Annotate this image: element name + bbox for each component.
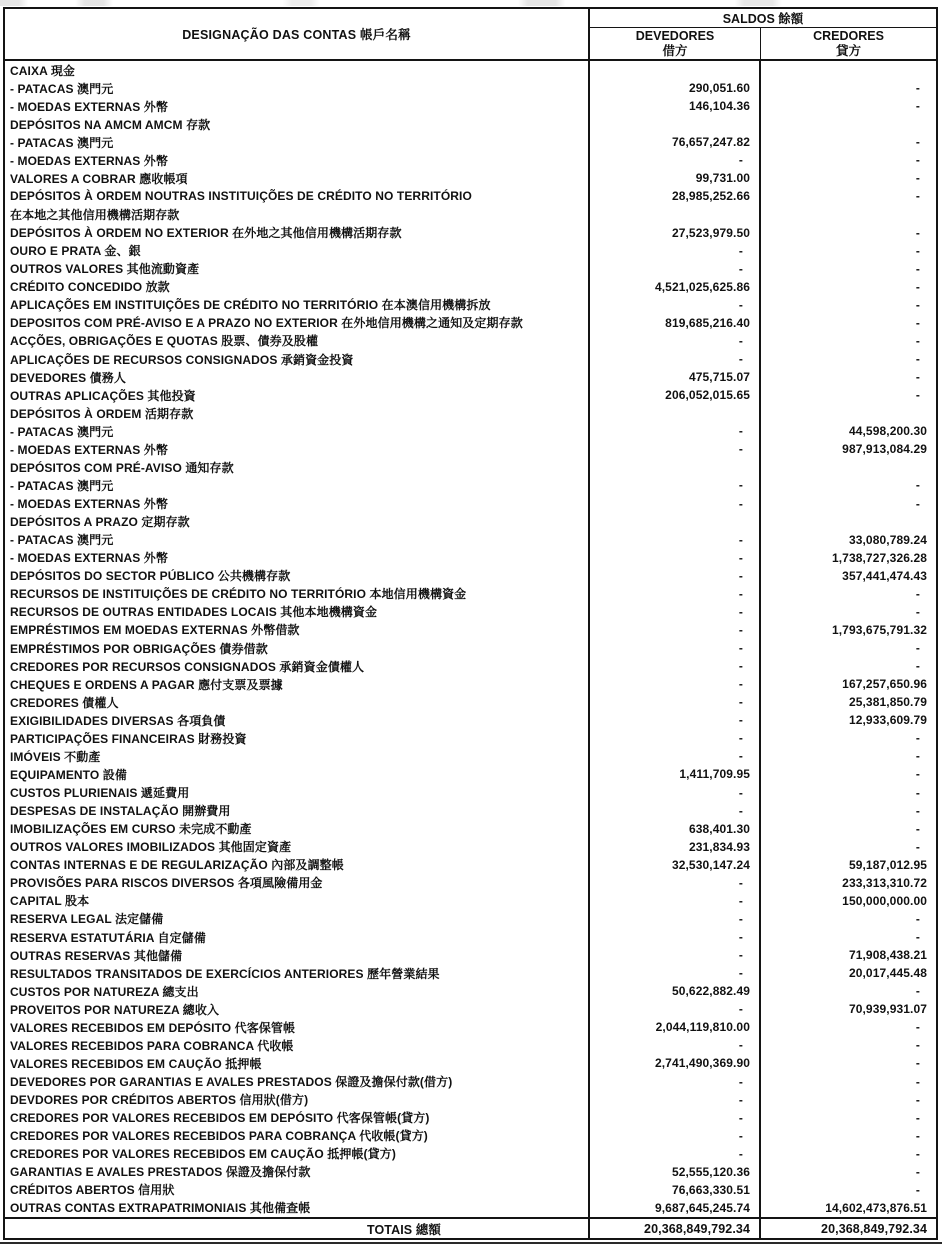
credores-value: -	[915, 1092, 920, 1107]
credores-value: 25,381,850.79	[848, 695, 927, 710]
table-row	[5, 838, 936, 856]
account-label: DEVEDORES POR GARANTIAS E AVALES PRESTADOS 保證及擔保付款(借方)	[5, 1073, 590, 1091]
account-label: OUTRAS APLICAÇÕES 其他投資	[5, 386, 590, 404]
devedores-value: 638,401.30	[590, 820, 761, 838]
credores-value: -	[915, 930, 920, 945]
credores-value: -	[915, 333, 920, 348]
credores-value: -	[915, 641, 920, 656]
credores-value: -	[915, 243, 920, 258]
account-label: OUTROS VALORES IMOBILIZADOS 其他固定資產	[5, 838, 590, 856]
table-row	[5, 1109, 936, 1127]
credores-value: 150,000,000.00	[842, 893, 927, 908]
account-label: IMOBILIZAÇÕES EM CURSO 未完成不動產	[5, 820, 590, 838]
col-header-credores-zh: 貸方	[835, 43, 861, 58]
devedores-value: 1,411,709.95	[590, 765, 761, 783]
credores-value: -	[915, 478, 920, 493]
credores-value: -	[915, 803, 920, 818]
devedores-value: -	[590, 151, 761, 169]
credores-value: -	[915, 1110, 920, 1125]
devedores-value: -	[590, 440, 761, 458]
devedores-value: 76,657,247.82	[590, 133, 761, 151]
devedores-value: -	[590, 802, 761, 820]
account-label: RESERVA LEGAL 法定儲備	[5, 910, 590, 928]
table-row	[5, 729, 936, 747]
credores-value: -	[915, 839, 920, 854]
account-label: - MOEDAS EXTERNAS 外幣	[5, 97, 590, 115]
devedores-value: -	[590, 1000, 761, 1018]
account-label: OUTROS VALORES 其他流動資產	[5, 260, 590, 278]
credores-value: -	[915, 659, 920, 674]
credores-value: -	[915, 1038, 920, 1053]
account-label: DEPÓSITOS À ORDEM NO EXTERIOR 在外地之其他信用機構活期存款	[5, 224, 590, 242]
account-label: OURO E PRATA 金、銀	[5, 242, 590, 260]
devedores-value	[590, 115, 761, 133]
credores-value: -	[915, 153, 920, 168]
scan-noise-artifact	[0, 0, 942, 6]
table-row	[5, 1091, 936, 1109]
account-label: PROVISÕES PARA RISCOS DIVERSOS 各項風險備用金	[5, 874, 590, 892]
devedores-value	[590, 206, 761, 224]
account-label: PROVEITOS POR NATUREZA 總收入	[5, 1000, 590, 1018]
header-subcolumns	[590, 28, 936, 59]
credores-value: -	[915, 1128, 920, 1143]
account-label: DEPÓSITOS COM PRÉ-AVISO 通知存款	[5, 458, 590, 476]
credores-value: -	[915, 785, 920, 800]
table-row	[5, 982, 936, 1000]
credores-value: 1,793,675,791.32	[831, 622, 927, 637]
credores-value: -	[915, 189, 920, 204]
devedores-value: -	[590, 1091, 761, 1109]
devedores-value: -	[590, 693, 761, 711]
account-label: - PATACAS 澳門元	[5, 422, 590, 440]
account-label: - PATACAS 澳門元	[5, 476, 590, 494]
account-label: DEVDORES POR CRÉDITOS ABERTOS 信用狀(借方)	[5, 1091, 590, 1109]
devedores-value: 2,044,119,810.00	[590, 1018, 761, 1036]
devedores-value: -	[590, 260, 761, 278]
devedores-value: -	[590, 242, 761, 260]
devedores-value: -	[590, 639, 761, 657]
table-row	[5, 332, 936, 350]
table-row	[5, 657, 936, 675]
devedores-value: -	[590, 476, 761, 494]
account-label: DEPÓSITOS À ORDEM NOUTRAS INSTITUIÇÕES DE CRÉDITO NO TERRITÓRIO	[5, 187, 590, 205]
table-row	[5, 97, 936, 115]
table-row	[5, 422, 936, 440]
table-row	[5, 675, 936, 693]
credores-value: -	[915, 1074, 920, 1089]
devedores-value: -	[590, 350, 761, 368]
table-row	[5, 892, 936, 910]
account-label: DEPÓSITOS DO SECTOR PÚBLICO 公共機構存款	[5, 567, 590, 585]
devedores-value: 4,521,025,625.86	[590, 278, 761, 296]
account-label: - PATACAS 澳門元	[5, 133, 590, 151]
credores-value: -	[915, 821, 920, 836]
account-label: RECURSOS DE OUTRAS ENTIDADES LOCAIS 其他本地機構資金	[5, 603, 590, 621]
devedores-value: -	[590, 964, 761, 982]
col-header-devedores-pt: DEVEDORES	[635, 28, 715, 43]
devedores-value: -	[590, 892, 761, 910]
table-row	[5, 567, 936, 585]
devedores-value: 231,834.93	[590, 838, 761, 856]
col-header-designacao-label: DESIGNAÇÃO DAS CONTAS 帳戶名稱	[182, 28, 411, 42]
account-label: RECURSOS DE INSTITUIÇÕES DE CRÉDITO NO TERRITÓRIO 本地信用機構資金	[5, 585, 590, 603]
account-label: OUTRAS CONTAS EXTRAPATRIMONIAIS 其他備查帳	[5, 1199, 590, 1217]
table-row	[5, 1018, 936, 1036]
col-header-devedores-zh: 借方	[662, 43, 688, 58]
credores-value: 233,313,310.72	[842, 875, 927, 890]
credores-value: -	[915, 315, 920, 330]
account-label: OUTRAS RESERVAS 其他儲備	[5, 946, 590, 964]
table-row	[5, 910, 936, 928]
devedores-value: 146,104.36	[590, 97, 761, 115]
credores-value: -	[915, 279, 920, 294]
col-header-credores-pt: CREDORES	[813, 28, 884, 43]
table-row	[5, 314, 936, 332]
credores-value	[761, 404, 936, 422]
credores-value: 71,908,438.21	[848, 948, 927, 963]
table-row	[5, 1181, 936, 1199]
devedores-value: 819,685,216.40	[590, 314, 761, 332]
table-row	[5, 368, 936, 386]
totals-row	[5, 1217, 936, 1238]
credores-value: 357,441,474.43	[842, 568, 927, 583]
account-label: CUSTOS PLURIENAIS 遞延費用	[5, 784, 590, 802]
account-label: 在本地之其他信用機構活期存款	[5, 206, 590, 224]
table-row	[5, 784, 936, 802]
totals-credores: 20,368,849,792.34	[821, 1221, 927, 1236]
account-label: RESULTADOS TRANSITADOS DE EXERCÍCIOS ANTERIORES 歷年營業結果	[5, 964, 590, 982]
credores-value: 59,187,012.95	[848, 857, 927, 872]
col-header-designacao	[5, 9, 590, 59]
table-row	[5, 404, 936, 422]
account-label: IMÓVEIS 不動產	[5, 747, 590, 765]
table-row	[5, 61, 936, 79]
account-label: CREDORES POR RECURSOS CONSIGNADOS 承銷資金債權人	[5, 657, 590, 675]
col-header-devedores	[590, 28, 761, 59]
account-label: CRÉDITO CONCEDIDO 放款	[5, 278, 590, 296]
table-row	[5, 1163, 936, 1181]
credores-value: 12,933,609.79	[848, 713, 927, 728]
table-row	[5, 585, 936, 603]
table-row	[5, 350, 936, 368]
credores-value	[761, 61, 936, 79]
table-row	[5, 928, 936, 946]
table-row	[5, 1127, 936, 1145]
credores-value: -	[915, 731, 920, 746]
devedores-value: -	[590, 567, 761, 585]
table-row	[5, 621, 936, 639]
account-label: - MOEDAS EXTERNAS 外幣	[5, 549, 590, 567]
devedores-value: 206,052,015.65	[590, 386, 761, 404]
account-label: DESPESAS DE INSTALAÇÃO 開辦費用	[5, 802, 590, 820]
table-row	[5, 187, 936, 205]
devedores-value	[590, 404, 761, 422]
table-row	[5, 458, 936, 476]
account-label: CAIXA 現金	[5, 61, 590, 79]
credores-value: -	[915, 370, 920, 385]
col-header-saldos	[590, 9, 936, 28]
credores-value: -	[915, 586, 920, 601]
account-label: VALORES RECEBIDOS EM DEPÓSITO 代客保管帳	[5, 1018, 590, 1036]
devedores-value: 9,687,645,245.74	[590, 1199, 761, 1217]
devedores-value: -	[590, 1109, 761, 1127]
credores-value: -	[915, 767, 920, 782]
credores-value: -	[915, 984, 920, 999]
table-row	[5, 802, 936, 820]
account-label: - MOEDAS EXTERNAS 外幣	[5, 495, 590, 513]
account-label: APLICAÇÕES DE RECURSOS CONSIGNADOS 承銷資金投資	[5, 350, 590, 368]
credores-value: -	[915, 1146, 920, 1161]
table-row	[5, 747, 936, 765]
table-row	[5, 296, 936, 314]
table-header	[5, 9, 936, 61]
account-label: - PATACAS 澳門元	[5, 531, 590, 549]
table-row	[5, 603, 936, 621]
devedores-value	[590, 513, 761, 531]
account-label: DEPOSITOS COM PRÉ-AVISO E A PRAZO NO EXTERIOR 在外地信用機構之通知及定期存款	[5, 314, 590, 332]
table-row	[5, 765, 936, 783]
table-row	[5, 476, 936, 494]
col-header-saldos-label: SALDOS 餘額	[722, 12, 804, 26]
account-label: APLICAÇÕES EM INSTITUIÇÕES DE CRÉDITO NO TERRITÓRIO 在本澳信用機構拆放	[5, 296, 590, 314]
table-row	[5, 549, 936, 567]
account-label: EXIGIBILIDADES DIVERSAS 各項負債	[5, 711, 590, 729]
credores-value: -	[915, 297, 920, 312]
col-header-credores	[761, 28, 936, 59]
table-row	[5, 278, 936, 296]
account-label: VALORES RECEBIDOS EM CAUÇÃO 抵押帳	[5, 1054, 590, 1072]
account-label: DEPÓSITOS NA AMCM AMCM 存款	[5, 115, 590, 133]
credores-value: 14,602,473,876.51	[825, 1200, 927, 1215]
devedores-value: 99,731.00	[590, 169, 761, 187]
credores-value: -	[915, 352, 920, 367]
table-row	[5, 820, 936, 838]
account-label: CONTAS INTERNAS E DE REGULARIZAÇÃO 內部及調整帳	[5, 856, 590, 874]
account-label: - MOEDAS EXTERNAS 外幣	[5, 440, 590, 458]
credores-value: -	[915, 225, 920, 240]
credores-value: -	[915, 1056, 920, 1071]
devedores-value: -	[590, 946, 761, 964]
devedores-value: -	[590, 495, 761, 513]
table-row	[5, 1073, 936, 1091]
devedores-value	[590, 61, 761, 79]
devedores-value: 76,663,330.51	[590, 1181, 761, 1199]
table-row	[5, 874, 936, 892]
credores-value: -	[915, 496, 920, 511]
account-label: CAPITAL 股本	[5, 892, 590, 910]
devedores-value: 52,555,120.36	[590, 1163, 761, 1181]
credores-value: 44,598,200.30	[848, 424, 927, 439]
devedores-value: -	[590, 784, 761, 802]
table-row	[5, 1054, 936, 1072]
account-label: EMPRÉSTIMOS POR OBRIGAÇÕES 債券借款	[5, 639, 590, 657]
totals-label: TOTAIS 總額	[5, 1219, 590, 1238]
account-label: VALORES A COBRAR 應收帳項	[5, 169, 590, 187]
devedores-value: -	[590, 657, 761, 675]
devedores-value: -	[590, 549, 761, 567]
credores-value: 70,939,931.07	[848, 1002, 927, 1017]
account-label: CRÉDITOS ABERTOS 信用狀	[5, 1181, 590, 1199]
credores-value: -	[915, 911, 920, 926]
devedores-value: -	[590, 711, 761, 729]
table-body	[5, 61, 936, 1217]
credores-value: 33,080,789.24	[848, 532, 927, 547]
table-row	[5, 639, 936, 657]
credores-value	[761, 513, 936, 531]
account-label: DEVEDORES 債務人	[5, 368, 590, 386]
table-row	[5, 133, 936, 151]
bottom-double-rule	[0, 1242, 942, 1244]
credores-value: -	[915, 749, 920, 764]
account-label: CREDORES POR VALORES RECEBIDOS EM CAUÇÃO 抵押帳(貸方)	[5, 1145, 590, 1163]
account-label: DEPÓSITOS À ORDEM 活期存款	[5, 404, 590, 422]
table-row	[5, 115, 936, 133]
credores-value: -	[915, 388, 920, 403]
table-row	[5, 495, 936, 513]
devedores-value: -	[590, 603, 761, 621]
table-row	[5, 1199, 936, 1217]
credores-value: 20,017,445.48	[848, 966, 927, 981]
account-label: CHEQUES E ORDENS A PAGAR 應付支票及票據	[5, 675, 590, 693]
table-row	[5, 1145, 936, 1163]
table-row	[5, 206, 936, 224]
credores-value	[761, 458, 936, 476]
credores-value: 1,738,727,326.28	[831, 550, 927, 565]
credores-value: -	[915, 81, 920, 96]
devedores-value: 32,530,147.24	[590, 856, 761, 874]
devedores-value: -	[590, 531, 761, 549]
table-row	[5, 151, 936, 169]
devedores-value: 50,622,882.49	[590, 982, 761, 1000]
table-row	[5, 260, 936, 278]
devedores-value: -	[590, 1145, 761, 1163]
account-label: ACÇÕES, OBRIGAÇÕES E QUOTAS 股票、債券及股權	[5, 332, 590, 350]
devedores-value: -	[590, 1036, 761, 1054]
account-label: CREDORES POR VALORES RECEBIDOS PARA COBRANÇA 代收帳(貸方)	[5, 1127, 590, 1145]
table-row	[5, 224, 936, 242]
account-label: DEPÓSITOS A PRAZO 定期存款	[5, 513, 590, 531]
devedores-value: -	[590, 332, 761, 350]
credores-value: -	[915, 604, 920, 619]
table-row	[5, 386, 936, 404]
table-row	[5, 693, 936, 711]
credores-value: -	[915, 1020, 920, 1035]
table-row	[5, 1000, 936, 1018]
devedores-value: 27,523,979.50	[590, 224, 761, 242]
table-row	[5, 440, 936, 458]
devedores-value: -	[590, 1073, 761, 1091]
table-row	[5, 946, 936, 964]
devedores-value: -	[590, 585, 761, 603]
devedores-value: -	[590, 910, 761, 928]
credores-value: -	[915, 1182, 920, 1197]
devedores-value: 28,985,252.66	[590, 187, 761, 205]
credores-value	[761, 206, 936, 224]
devedores-value: -	[590, 296, 761, 314]
table-row	[5, 513, 936, 531]
devedores-value: -	[590, 422, 761, 440]
account-label: GARANTIAS E AVALES PRESTADOS 保證及擔保付款	[5, 1163, 590, 1181]
credores-value: -	[915, 261, 920, 276]
devedores-value: -	[590, 621, 761, 639]
devedores-value: -	[590, 928, 761, 946]
devedores-value: 290,051.60	[590, 79, 761, 97]
table-row	[5, 1036, 936, 1054]
table-row	[5, 169, 936, 187]
devedores-value: -	[590, 675, 761, 693]
account-label: VALORES RECEBIDOS PARA COBRANCA 代收帳	[5, 1036, 590, 1054]
table-row	[5, 79, 936, 97]
devedores-value: -	[590, 747, 761, 765]
account-label: PARTICIPAÇÕES FINANCEIRAS 財務投資	[5, 729, 590, 747]
account-label: CUSTOS POR NATUREZA 總支出	[5, 982, 590, 1000]
table-row	[5, 856, 936, 874]
table-row	[5, 531, 936, 549]
table-row	[5, 964, 936, 982]
devedores-value: -	[590, 1127, 761, 1145]
account-label: EQUIPAMENTO 設備	[5, 765, 590, 783]
devedores-value: -	[590, 729, 761, 747]
devedores-value: 475,715.07	[590, 368, 761, 386]
account-label: CREDORES POR VALORES RECEBIDOS EM DEPÓSITO 代客保管帳(貸方)	[5, 1109, 590, 1127]
table-row	[5, 242, 936, 260]
totals-devedores: 20,368,849,792.34	[590, 1219, 761, 1238]
credores-value: -	[915, 135, 920, 150]
account-label: EMPRÉSTIMOS EM MOEDAS EXTERNAS 外幣借款	[5, 621, 590, 639]
account-label: - PATACAS 澳門元	[5, 79, 590, 97]
account-label: - MOEDAS EXTERNAS 外幣	[5, 151, 590, 169]
credores-value: -	[915, 1164, 920, 1179]
credores-value: -	[915, 99, 920, 114]
accounts-table	[3, 7, 938, 1240]
devedores-value: 2,741,490,369.90	[590, 1054, 761, 1072]
account-label: RESERVA ESTATUTÁRIA 自定儲備	[5, 928, 590, 946]
table-row	[5, 711, 936, 729]
credores-value: 987,913,084.29	[842, 442, 927, 457]
devedores-value	[590, 458, 761, 476]
credores-value: -	[915, 171, 920, 186]
account-label: CREDORES 債權人	[5, 693, 590, 711]
credores-value	[761, 115, 936, 133]
credores-value: 167,257,650.96	[842, 677, 927, 692]
col-header-saldos-group	[590, 9, 936, 59]
devedores-value: -	[590, 874, 761, 892]
